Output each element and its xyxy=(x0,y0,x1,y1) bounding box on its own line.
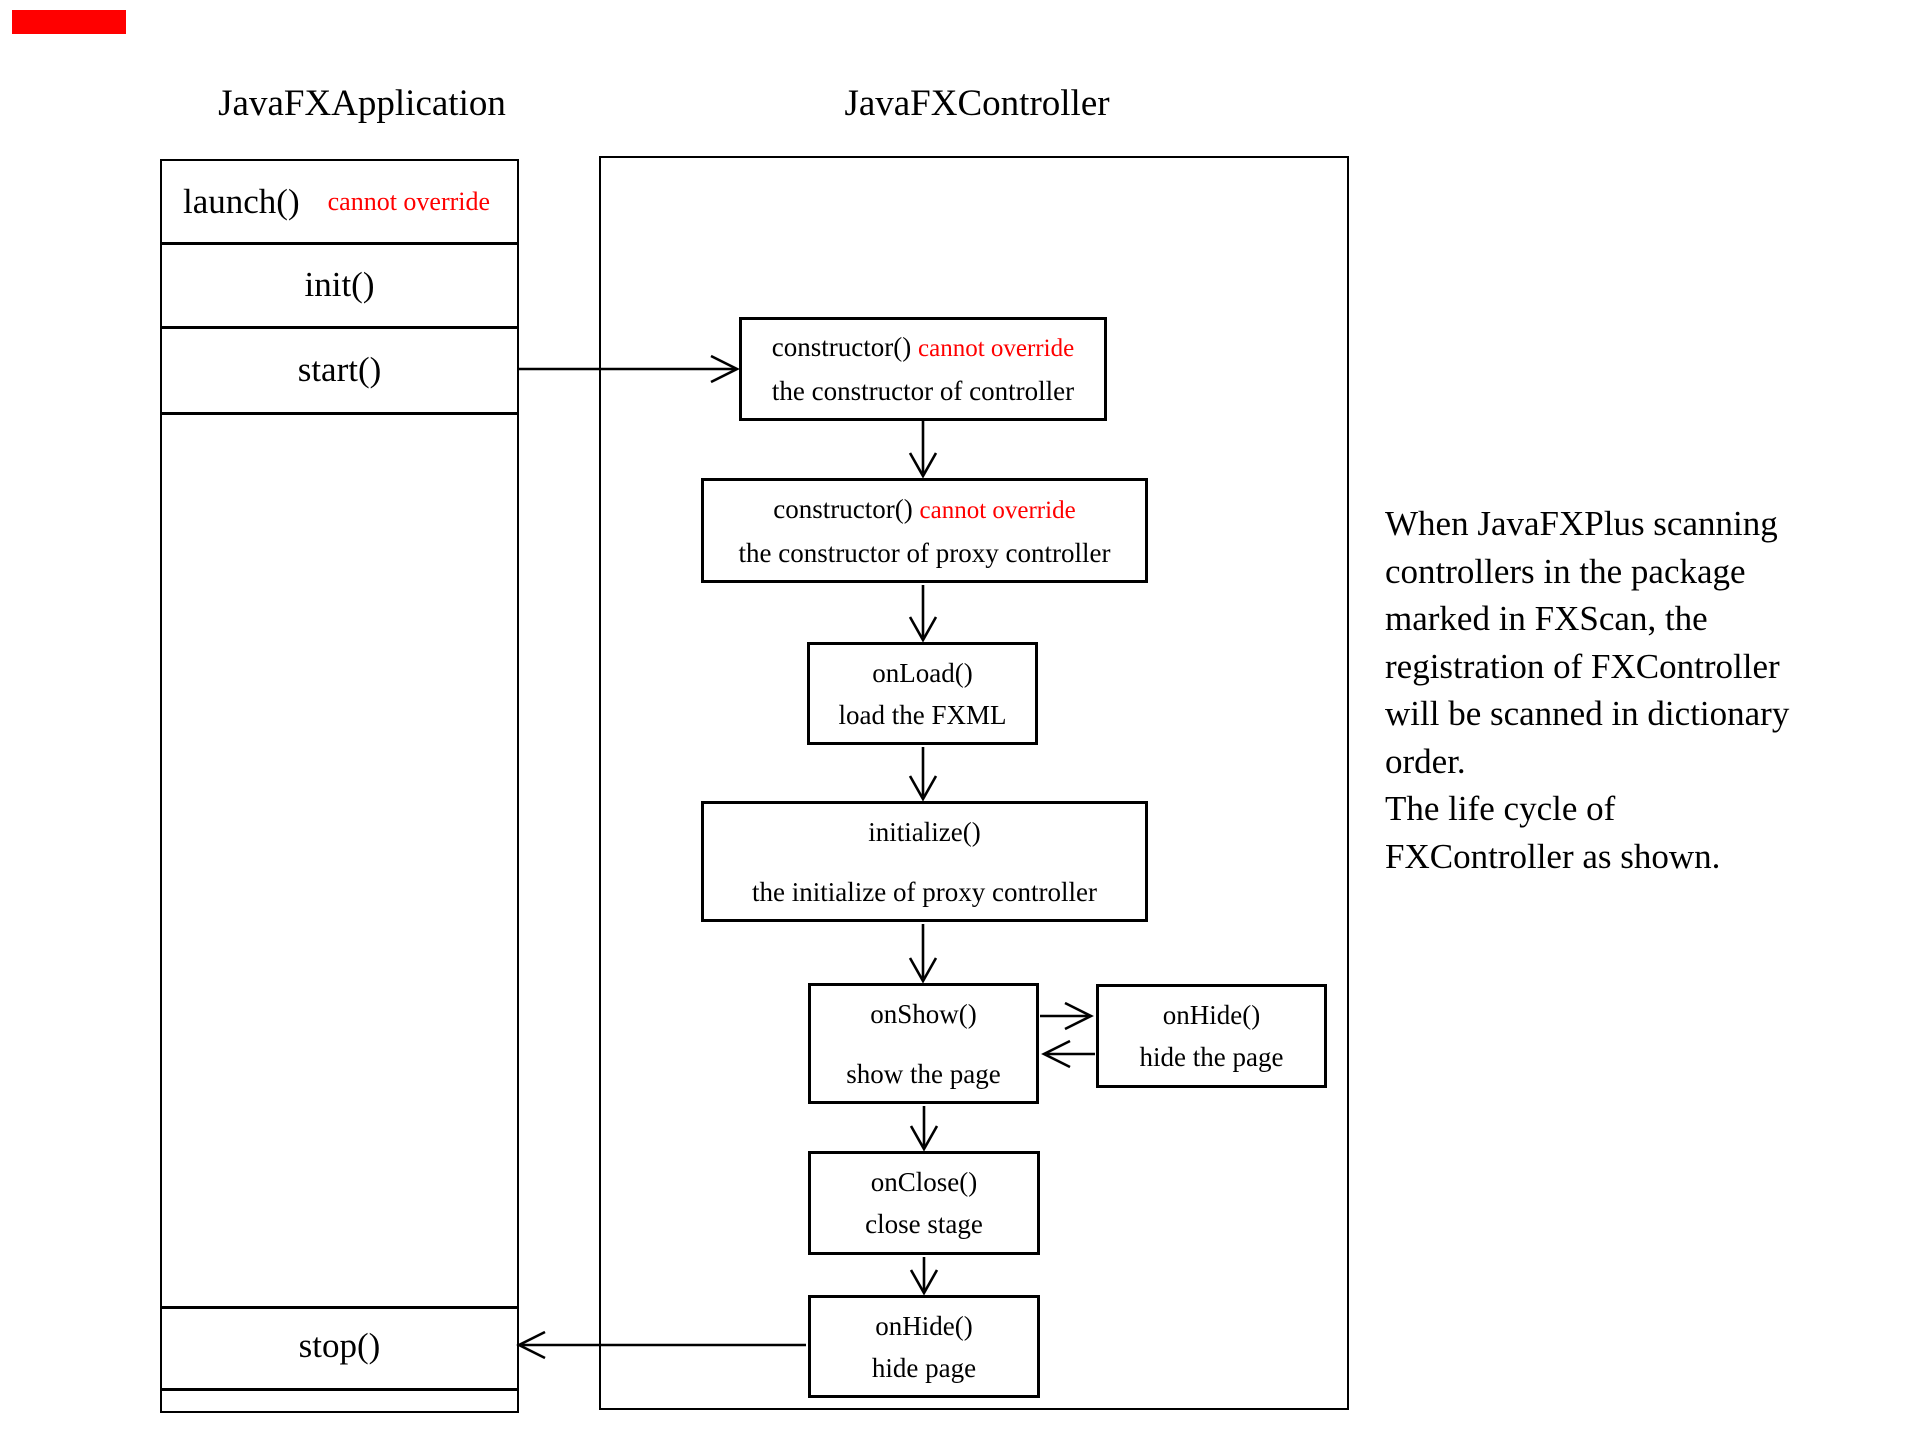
annotation-line: will be scanned in dictionary xyxy=(1385,694,1790,733)
node-desc-line: load the FXML xyxy=(838,699,1007,730)
row-separator xyxy=(162,412,517,415)
launch-method-label: launch() xyxy=(183,181,300,221)
start-method-label: start() xyxy=(297,350,382,389)
onhide-side-node xyxy=(1096,984,1327,1088)
node-desc-line: hide page xyxy=(871,1352,977,1383)
annotation-line: FXController as shown. xyxy=(1385,836,1721,876)
annotation-line: The life cycle of xyxy=(1385,789,1616,828)
annotation-line: order. xyxy=(1385,741,1466,781)
red-highlight-marker xyxy=(12,10,126,34)
onclose-node xyxy=(808,1151,1040,1255)
method-name: constructor() xyxy=(773,493,913,524)
node-desc-line: the initialize of proxy controller xyxy=(752,876,1097,907)
onhide-bottom-node xyxy=(808,1295,1040,1398)
method-name: onLoad() xyxy=(872,657,973,688)
annotation-line: controllers in the package xyxy=(1385,551,1746,591)
left-class-title: JavaFXApplication xyxy=(218,83,506,124)
method-name: initialize() xyxy=(868,816,981,847)
annotation-line: When JavaFXPlus scanning xyxy=(1385,504,1778,543)
initialize-node xyxy=(701,801,1148,922)
annotation-line: marked in FXScan, the xyxy=(1385,599,1708,638)
annotation-text xyxy=(1385,500,1835,880)
cannot-override-note: cannot override xyxy=(919,496,1076,524)
init-method-label: init() xyxy=(304,265,375,304)
node-desc-line: the constructor of controller xyxy=(771,376,1075,406)
init-row xyxy=(162,244,517,326)
stop-row xyxy=(162,1306,517,1386)
launch-cannot-override-note: cannot override xyxy=(327,186,491,216)
node-desc-line: close stage xyxy=(865,1209,983,1239)
row-separator xyxy=(162,1388,517,1391)
method-name: onClose() xyxy=(870,1167,978,1197)
node-title-line xyxy=(772,329,1074,367)
method-name: constructor() xyxy=(771,332,912,362)
method-name: onHide() xyxy=(875,1310,973,1341)
constructor-controller-node xyxy=(739,317,1107,421)
node-title-line xyxy=(773,491,1075,529)
cannot-override-note: cannot override xyxy=(918,335,1075,362)
node-desc-line: the constructor of proxy controller xyxy=(738,537,1111,568)
start-row xyxy=(162,328,517,412)
onshow-node xyxy=(808,983,1039,1104)
method-name: onShow() xyxy=(870,998,977,1029)
annotation-line: registration of FXController xyxy=(1385,646,1780,686)
node-desc-line: hide the page xyxy=(1139,1042,1284,1072)
launch-row xyxy=(162,161,517,242)
onload-node xyxy=(807,642,1038,745)
node-desc-line: show the page xyxy=(846,1058,1001,1089)
method-name: onHide() xyxy=(1162,1000,1261,1030)
constructor-proxy-controller-node xyxy=(701,478,1148,583)
controller-class-title: JavaFXController xyxy=(844,83,1110,124)
javafx-application-box xyxy=(160,159,519,1413)
stop-method-label: stop() xyxy=(298,1326,381,1365)
